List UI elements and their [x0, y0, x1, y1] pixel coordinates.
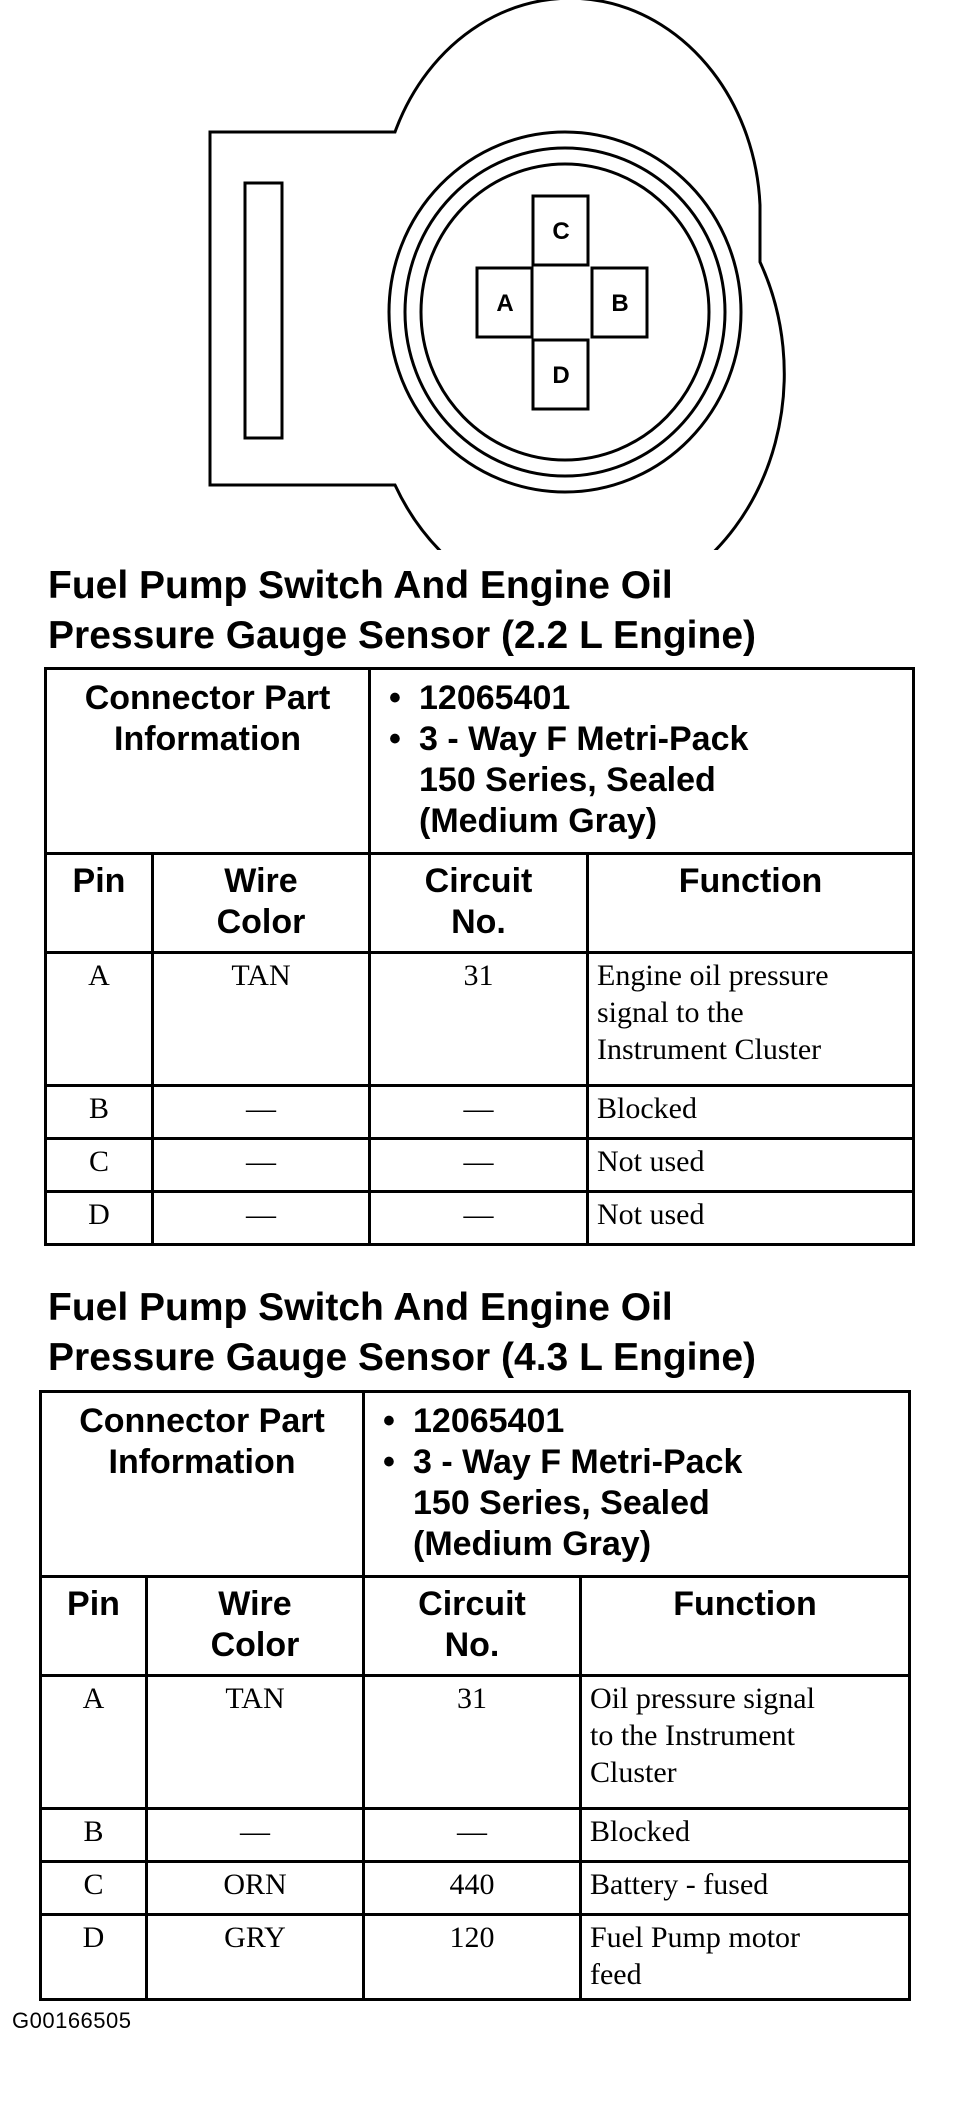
connector-type-line-1: • 3 - Way F Metri-Pack: [413, 1443, 743, 1481]
circuit-no-cell: 440: [364, 1862, 581, 1915]
connector-type-line-2: 150 Series, Sealed: [419, 761, 716, 799]
wire-color-column-header: Wire Color: [147, 1577, 364, 1676]
connector-part-label-line-1: Connector Part: [84, 679, 331, 717]
connector-part-number: [389, 678, 912, 719]
wire-color-cell: TAN: [147, 1676, 364, 1809]
circuit-no-column-header: Circuit No.: [364, 1577, 581, 1676]
connector-info-row: [41, 1392, 910, 1577]
section-2-title-line-2: Pressure Gauge Sensor (4.3 L Engine): [48, 1336, 757, 1379]
circuit-no-cell: —: [364, 1809, 581, 1862]
connector-type-line-3: (Medium Gray): [419, 802, 658, 840]
section-2-connector-table: [39, 1390, 911, 2001]
connector-type-line-3: (Medium Gray): [413, 1525, 652, 1563]
section-1-connector-table: [44, 667, 915, 1246]
wire-color-cell: —: [153, 1192, 370, 1245]
pin-cell: A: [41, 1676, 147, 1809]
wire-color-cell: GRY: [147, 1915, 364, 2000]
table-row: [41, 1915, 910, 2000]
connector-info-row: [46, 669, 914, 854]
function-cell: Fuel Pump motor feed: [581, 1915, 910, 2000]
wire-color-cell: ORN: [147, 1862, 364, 1915]
function-cell: Blocked: [588, 1086, 914, 1139]
section-1-title: [48, 561, 928, 661]
connector-type-line-1: • 3 - Way F Metri-Pack: [419, 720, 749, 758]
function-cell: Oil pressure signal to the Instrument Cluster: [581, 1676, 910, 1809]
pin-column-header: Pin: [41, 1577, 147, 1676]
pin-d-label: D: [552, 362, 570, 389]
connector-type: [389, 719, 912, 842]
connector-part-label-line-2: Information: [114, 720, 301, 758]
connector-part-label-line-1: Connector Part: [79, 1402, 325, 1440]
connector-part-label: [46, 669, 370, 854]
circuit-no-cell: —: [370, 1139, 588, 1192]
function-column-header: Function: [581, 1577, 910, 1676]
connector-part-number-text: • 12065401: [419, 679, 571, 717]
circuit-no-cell: 120: [364, 1915, 581, 2000]
circuit-no-cell: —: [370, 1192, 588, 1245]
connector-info-cell: [364, 1392, 910, 1577]
wire-color-column-header: Wire Color: [153, 854, 370, 953]
pin-b-label: B: [611, 290, 629, 317]
circuit-no-cell: 31: [370, 953, 588, 1086]
section-2-title-line-1: Fuel Pump Switch And Engine Oil: [48, 1286, 673, 1329]
pin-cell: B: [41, 1809, 147, 1862]
circuit-no-cell: 31: [364, 1676, 581, 1809]
function-cell: Not used: [588, 1192, 914, 1245]
connector-part-label: [41, 1392, 364, 1577]
pin-a-label: A: [496, 290, 514, 317]
circuit-no-cell: —: [370, 1086, 588, 1139]
section-1-title-line-2: Pressure Gauge Sensor (2.2 L Engine): [48, 614, 757, 657]
pin-cell: B: [46, 1086, 153, 1139]
connector-part-number: [383, 1401, 908, 1442]
wire-color-cell: —: [147, 1809, 364, 1862]
connector-info-cell: [370, 669, 914, 854]
pin-cell: D: [46, 1192, 153, 1245]
function-cell: Engine oil pressure signal to the Instrument Cluster: [588, 953, 914, 1086]
table-row: [41, 1676, 910, 1809]
section-2-title: [48, 1283, 928, 1383]
wire-color-cell: —: [153, 1139, 370, 1192]
pin-c-label: C: [552, 218, 570, 245]
column-header-row: [41, 1577, 910, 1676]
column-header-row: [46, 854, 914, 953]
function-cell: Blocked: [581, 1809, 910, 1862]
table-row: [46, 1192, 914, 1245]
pin-cell: D: [41, 1915, 147, 2000]
table-row: [41, 1862, 910, 1915]
function-cell: Battery - fused: [581, 1862, 910, 1915]
wire-color-cell: TAN: [153, 953, 370, 1086]
figure-id: G00166505: [12, 2008, 132, 2033]
table-row: [46, 953, 914, 1086]
pin-cell: C: [41, 1862, 147, 1915]
function-column-header: Function: [588, 854, 914, 953]
section-1-title-line-1: Fuel Pump Switch And Engine Oil: [48, 564, 673, 607]
pin-cell: C: [46, 1139, 153, 1192]
circuit-no-column-header: Circuit No.: [370, 854, 588, 953]
table-row: [41, 1809, 910, 1862]
connector-info-list: [371, 670, 912, 852]
connector-part-label-line-2: Information: [108, 1443, 296, 1481]
function-cell: Not used: [588, 1139, 914, 1192]
connector-diagram: [0, 0, 955, 550]
wire-color-cell: —: [153, 1086, 370, 1139]
table-row: [46, 1139, 914, 1192]
connector-info-list: [365, 1393, 908, 1575]
pin-column-header: Pin: [46, 854, 153, 953]
connector-type: [383, 1442, 908, 1565]
pin-cell: A: [46, 953, 153, 1086]
table-row: [46, 1086, 914, 1139]
connector-type-line-2: 150 Series, Sealed: [413, 1484, 710, 1522]
connector-part-number-text: • 12065401: [413, 1402, 565, 1440]
